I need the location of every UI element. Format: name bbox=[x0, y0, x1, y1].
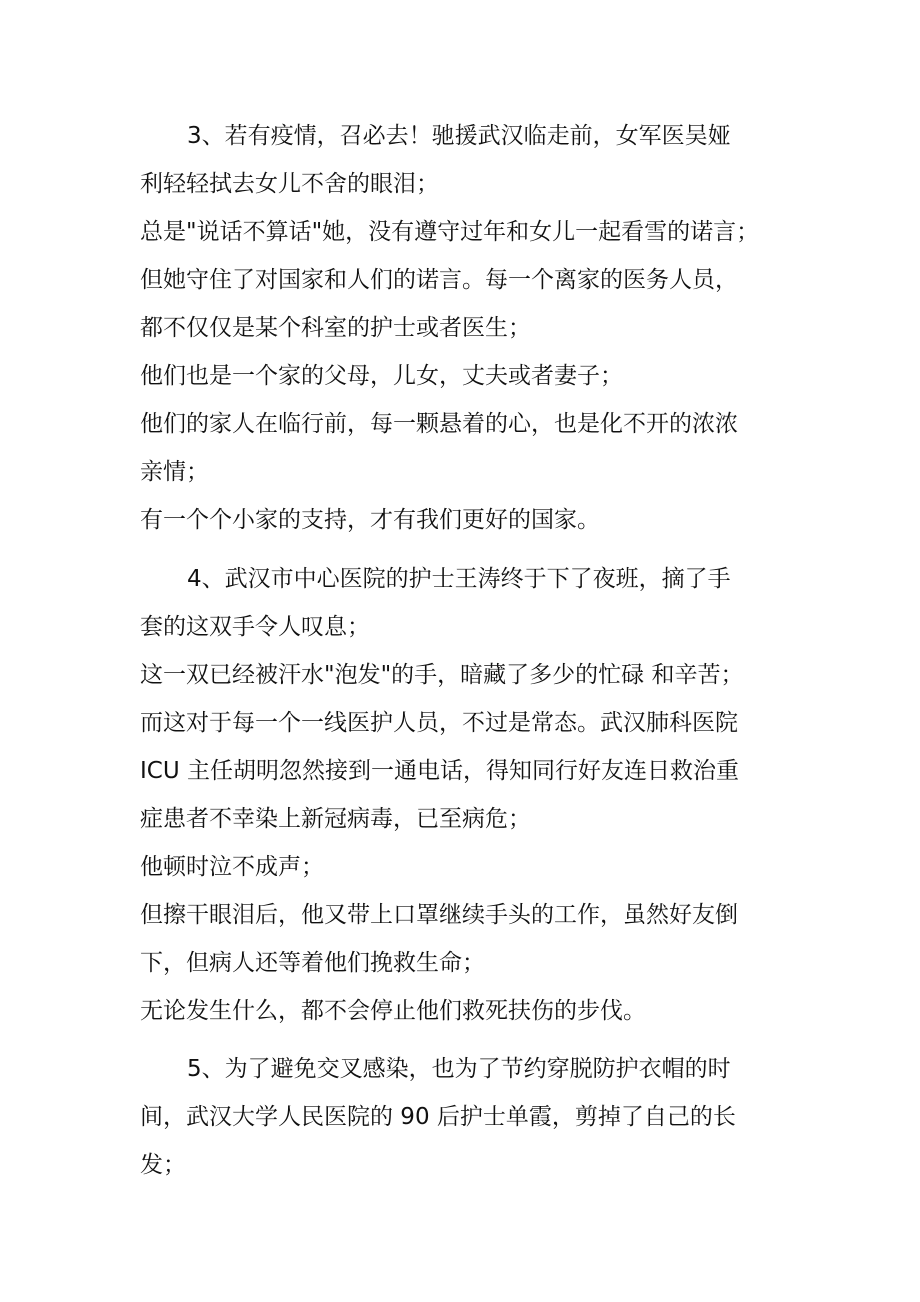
paragraph-line: 套的这双手令人叹息； bbox=[140, 614, 370, 640]
paragraph-line: 但擦干眼泪后，他又带上口罩继续手头的工作，虽然好友倒 bbox=[140, 902, 738, 928]
paragraph-line: 亲情； bbox=[140, 459, 209, 485]
paragraph-line: ICU 主任胡明忽然接到一通电话，得知同行好友连日救治重 bbox=[140, 758, 739, 784]
paragraph-line: 下，但病人还等着他们挽救生命； bbox=[140, 950, 485, 976]
paragraph-line: 利轻轻拭去女儿不舍的眼泪； bbox=[140, 171, 439, 197]
paragraph-line: 都不仅仅是某个科室的护士或者医生； bbox=[140, 315, 531, 341]
paragraph-line: 3、若有疫情，召必去！驰援武汉临走前，女军医吴娅 bbox=[187, 123, 731, 149]
paragraph-line: 4、武汉市中心医院的护士王涛终于下了夜班，摘了手 bbox=[187, 566, 731, 592]
paragraph-line: 总是"说话不算话"她，没有遵守过年和女儿一起看雪的诺言； bbox=[140, 219, 760, 245]
paragraph-line: 无论发生什么，都不会停止他们救死扶伤的步伐。 bbox=[140, 998, 646, 1024]
paragraph-line: 有一个个小家的支持，才有我们更好的国家。 bbox=[140, 507, 600, 533]
paragraph-line: 他顿时泣不成声； bbox=[140, 854, 324, 880]
paragraph-line: 症患者不幸染上新冠病毒，已至病危； bbox=[140, 806, 531, 832]
paragraph-5 bbox=[140, 1045, 785, 1189]
paragraph-line: 这一双已经被汗水"泡发"的手，暗藏了多少的忙碌 和辛苦； bbox=[140, 662, 744, 688]
paragraph-line: 但她守住了对国家和人们的诺言。每一个离家的医务人员， bbox=[140, 267, 738, 293]
paragraph-line: 他们的家人在临行前，每一颗悬着的心，也是化不开的浓浓 bbox=[140, 411, 738, 437]
paragraph-4 bbox=[140, 555, 785, 1035]
paragraph-3 bbox=[140, 112, 785, 544]
paragraph-line: 5、为了避免交叉感染，也为了节约穿脱防护衣帽的时 bbox=[187, 1056, 731, 1082]
paragraph-line: 而这对于每一个一线医护人员，不过是常态。武汉肺科医院 bbox=[140, 710, 738, 736]
paragraph-line: 他们也是一个家的父母，儿女，丈夫或者妻子； bbox=[140, 363, 623, 389]
paragraph-line: 发； bbox=[140, 1152, 186, 1178]
paragraph-line: 间，武汉大学人民医院的 90 后护士单霞，剪掉了自己的长 bbox=[140, 1104, 736, 1130]
